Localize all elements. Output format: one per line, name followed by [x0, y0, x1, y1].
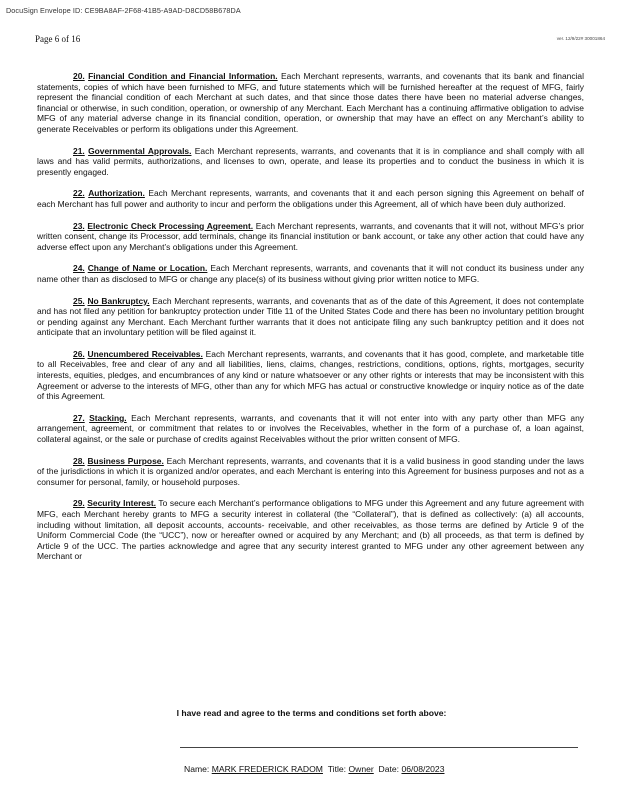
page-number: Page 6 of 16: [35, 34, 81, 44]
section-title: No Bankruptcy.: [87, 295, 150, 306]
section-title: Electronic Check Processing Agreement.: [87, 220, 254, 231]
section-22: [37, 188, 584, 209]
section-body: Each Merchant represents, warrants, and covenants that its bank and financial statements, copies of which have been furnished to MFG, and future statements which will be furnished hereafter at the request of MFG, fairly represent the financial condition of each Merchant at such dates, and that since those dates there have been no material adverse changes, financial or otherwise, in such condition, operation, or ownership of any Merchant. Each Merchant has a continuing affirmative obligation to advise MFG of any material adverse change in its financial condition, operation, or ownership that may have an effect on any Merchant’s ability to generate Receivables or perform its obligations under this Agreement.: [37, 71, 584, 134]
section-body: Each Merchant represents, warrants, and covenants that it will not conduct its business under any name other than as disclosed to MFG or change any place(s) of its business without giving prior written notice to MFG.: [37, 263, 584, 284]
section-21: [37, 146, 584, 178]
section-body: Each Merchant represents, warrants, and covenants that as of the date of this Agreement, it does not contemplate and has not filed any petition for bankruptcy protection under Title 11 of the United States Code and there has been no involuntary petition brought or pending against any Merchant. Each Merchant further warrants that it does not anticipate filing any such bankruptcy petition and it does not anticipate that an involuntary petition will be filed against it.: [37, 295, 584, 338]
version-code: ver. 12/9/22# 30001864: [556, 36, 605, 41]
section-title: Security Interest.: [87, 498, 156, 509]
section-number: 28.: [73, 455, 85, 466]
section-23: [37, 221, 584, 253]
section-24: [37, 263, 584, 284]
section-26: [37, 349, 584, 402]
section-body: Each Merchant represents, warrants, and covenants that it will not enter into with any party other than MFG any arrangement, agreement, or commitment that relates to or involves the Receivables, whether in the form of a purchase of, a loan against, collateral against, or the sale or purchase of credits against Receivables without the prior written consent of MFG.: [37, 412, 584, 445]
section-title: Change of Name or Location.: [87, 263, 208, 274]
section-title: Business Purpose.: [87, 455, 164, 466]
section-number: 22.: [73, 188, 85, 199]
signer-name: MARK FREDERICK RADOM: [211, 764, 323, 774]
section-20: [37, 71, 584, 135]
section-body: Each Merchant represents, warrants, and covenants that it is a valid business in good standing under the laws of the jurisdictions in which it is organized and/or operates, and each Merchant is entering into this Agreement for business purposes and not as a consumer for personal, family, or household purposes.: [37, 455, 584, 487]
section-title: Financial Condition and Financial Information.: [88, 71, 278, 81]
section-title: Authorization.: [88, 188, 145, 199]
section-body: Each Merchant represents, warrants, and covenants that it and each person signing this Agreement on behalf of each Merchant has full power and authority to incur and perform the obligations under this Agreement, all of which have been duly authorized.: [37, 188, 584, 209]
title-label: Title:: [327, 764, 347, 774]
section-body: Each Merchant represents, warrants, and covenants that it is in compliance and shall comply with all laws and has valid permits, authorizations, and licenses to own, operate, and lease its properties and to conduct the business in which it is presently engaged.: [37, 145, 584, 177]
section-title: Unencumbered Receivables.: [87, 348, 203, 359]
section-title: Stacking.: [89, 412, 127, 423]
section-number: 24.: [73, 263, 85, 274]
section-body: To secure each Merchant’s performance obligations to MFG under this Agreement and any future agreement with MFG, each Merchant hereby grants to MFG a security interest in collateral (the “Collateral”), that is defined as collectively: (a) all accounts, including without limitation, all deposit accounts, accounts- receivable, and other receivables, as those terms are defined by Article 9 of the Uniform Commercial Code (the “UCC”), now or hereafter owned or acquired by any Merchant; and (b) all proceeds, as that term is defined by Article 9 of the UCC. The parties acknowledge and agree that any security interest granted to MFG under any other agreement between any Merchant or: [37, 498, 584, 562]
envelope-id: DocuSign Envelope ID: CE9BA8AF-2F68-41B5-A9AD-D8CD58B678DA: [6, 6, 241, 15]
section-number: 26.: [73, 348, 85, 359]
date-label: Date:: [378, 764, 400, 774]
section-number: 20.: [73, 71, 85, 81]
section-number: 25.: [73, 295, 85, 306]
section-number: 23.: [73, 220, 85, 231]
section-27: [37, 413, 584, 445]
section-25: [37, 296, 584, 338]
section-body: Each Merchant represents, warrants, and covenants that it has good, complete, and marketable title to all Receivables, free and clear of any and all liabilities, liens, claims, changes, restrictions, conditions, options, rights, mortgages, security interests, equities, pledges, and encumbrances of any kind or nature whatsoever or any other rights or interests that may be inconsistent with this Agreement or adverse to the interests of MFG, other than any for which MFG has actual or constructive knowledge or inquiry notice as of the date of this Agreement.: [37, 348, 584, 402]
agreement-statement: I have read and agree to the terms and conditions set forth above:: [176, 708, 447, 718]
section-28: [37, 456, 584, 488]
section-body: Each Merchant represents, warrants, and covenants that it will not, without MFG’s prior written consent, change its Processor, add terminals, change its financial institution or bank account, or take any other action that could have any adverse effect upon any Merchant’s obligations under this Agreement.: [37, 220, 584, 252]
terms-sections: [37, 71, 584, 573]
signature-line: [180, 747, 578, 748]
section-number: 27.: [73, 412, 85, 423]
name-label: Name:: [184, 764, 210, 774]
signed-date: 06/08/2023: [401, 764, 445, 774]
section-number: 29.: [73, 498, 85, 509]
signer-info: [184, 764, 444, 774]
signer-title: Owner: [348, 764, 374, 774]
section-title: Governmental Approvals.: [88, 145, 192, 156]
section-29: [37, 498, 584, 562]
section-number: 21.: [73, 145, 85, 156]
